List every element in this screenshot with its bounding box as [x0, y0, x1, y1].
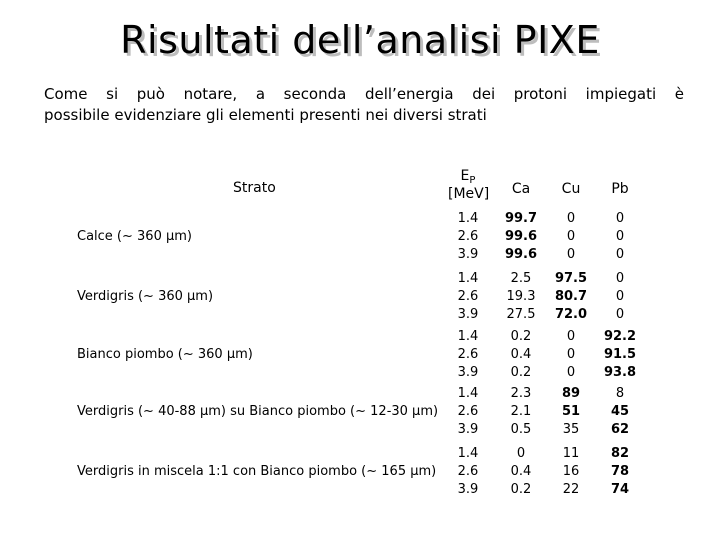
intro-text — [44, 84, 684, 126]
cell-value: 80.7 — [554, 289, 588, 304]
cell-value: 19.3 — [506, 289, 536, 304]
cell-value: 91.5 — [603, 347, 637, 362]
intro-line-2: possibile evidenziare gli elementi presenti nei diversi strati — [44, 106, 487, 124]
cell-value: 93.8 — [603, 365, 637, 380]
cell-value: 0 — [566, 329, 576, 344]
cell-value: 8 — [615, 386, 625, 401]
page-title: Risultati dell’analisi PIXE — [120, 18, 600, 62]
cell-value: 82 — [610, 446, 630, 461]
cell-value: 0.2 — [510, 482, 532, 497]
row-label: Calce (~ 360 μm) — [77, 229, 192, 244]
cell-value: 3.9 — [457, 307, 479, 322]
cell-value: 1.4 — [457, 329, 479, 344]
cell-value: 0.5 — [510, 422, 532, 437]
cell-value: 0.2 — [510, 365, 532, 380]
row-label: Verdigris (~ 40-88 μm) su Bianco piombo (~ 12-30 μm) — [77, 404, 439, 419]
cell-value: 2.6 — [457, 289, 479, 304]
cell-ca — [499, 385, 543, 439]
header-ca: Ca — [511, 181, 531, 197]
cell-value: 2.6 — [457, 347, 479, 362]
cell-ep — [446, 385, 490, 439]
cell-cu — [549, 385, 593, 439]
header-ep-symbol — [448, 168, 488, 186]
cell-pb — [598, 270, 642, 324]
header-pb: Pb — [611, 181, 629, 197]
cell-ep — [446, 328, 490, 382]
header-cu: Cu — [561, 181, 581, 197]
cell-value: 2.6 — [457, 404, 479, 419]
cell-value: 3.9 — [457, 422, 479, 437]
header-ep — [448, 168, 488, 202]
cell-value: 62 — [610, 422, 630, 437]
cell-pb — [598, 385, 642, 439]
cell-value: 2.6 — [457, 464, 479, 479]
cell-ep — [446, 210, 490, 264]
cell-value: 0 — [566, 365, 576, 380]
cell-ca — [499, 328, 543, 382]
cell-ep — [446, 270, 490, 324]
row-label: Bianco piombo (~ 360 μm) — [77, 347, 253, 362]
cell-value: 92.2 — [603, 329, 637, 344]
cell-value: 1.4 — [457, 446, 479, 461]
cell-value: 0 — [615, 289, 625, 304]
cell-ca — [499, 445, 543, 499]
cell-ca — [499, 270, 543, 324]
header-ep-unit: [MeV] — [448, 186, 490, 202]
cell-value: 0 — [615, 271, 625, 286]
cell-value: 0.2 — [510, 329, 532, 344]
cell-value: 0 — [615, 211, 625, 226]
cell-value: 74 — [610, 482, 630, 497]
cell-value: 2.1 — [510, 404, 532, 419]
cell-value: 78 — [610, 464, 630, 479]
cell-pb — [598, 328, 642, 382]
header-ep-sub: P — [469, 175, 476, 186]
cell-value: 0 — [566, 229, 576, 244]
cell-value: 11 — [562, 446, 580, 461]
cell-value: 1.4 — [457, 271, 479, 286]
cell-value: 0 — [615, 307, 625, 322]
cell-value: 2.3 — [510, 386, 532, 401]
cell-value: 0 — [566, 211, 576, 226]
cell-value: 0.4 — [510, 464, 532, 479]
cell-value: 3.9 — [457, 365, 479, 380]
cell-value: 3.9 — [457, 247, 479, 262]
cell-cu — [549, 210, 593, 264]
cell-value: 99.6 — [504, 229, 538, 244]
cell-value: 0 — [566, 347, 576, 362]
cell-ca — [499, 210, 543, 264]
row-label: Verdigris in miscela 1:1 con Bianco piombo (~ 165 μm) — [77, 464, 437, 479]
intro-line-1: Come si può notare, a seconda dell’energia dei protoni impiegati è — [44, 85, 684, 103]
cell-value: 51 — [561, 404, 581, 419]
cell-value: 99.7 — [504, 211, 538, 226]
cell-value: 1.4 — [457, 386, 479, 401]
cell-value: 0 — [566, 247, 576, 262]
cell-value: 0.4 — [510, 347, 532, 362]
cell-cu — [549, 328, 593, 382]
cell-value: 1.4 — [457, 211, 479, 226]
cell-value: 0 — [516, 446, 526, 461]
cell-pb — [598, 210, 642, 264]
cell-ep — [446, 445, 490, 499]
header-ep-main: E — [460, 168, 470, 184]
cell-value: 89 — [561, 386, 581, 401]
cell-value: 72.0 — [554, 307, 588, 322]
cell-value: 0 — [615, 247, 625, 262]
cell-value: 2.5 — [510, 271, 532, 286]
header-strato: Strato — [233, 180, 276, 196]
cell-value: 35 — [562, 422, 580, 437]
cell-value: 2.6 — [457, 229, 479, 244]
cell-value: 27.5 — [506, 307, 536, 322]
cell-value: 99.6 — [504, 247, 538, 262]
cell-value: 45 — [610, 404, 630, 419]
cell-value: 22 — [562, 482, 580, 497]
cell-value: 3.9 — [457, 482, 479, 497]
cell-cu — [549, 270, 593, 324]
cell-value: 0 — [615, 229, 625, 244]
cell-value: 16 — [562, 464, 580, 479]
cell-pb — [598, 445, 642, 499]
cell-value: 97.5 — [554, 271, 588, 286]
row-label: Verdigris (~ 360 μm) — [77, 289, 214, 304]
cell-cu — [549, 445, 593, 499]
